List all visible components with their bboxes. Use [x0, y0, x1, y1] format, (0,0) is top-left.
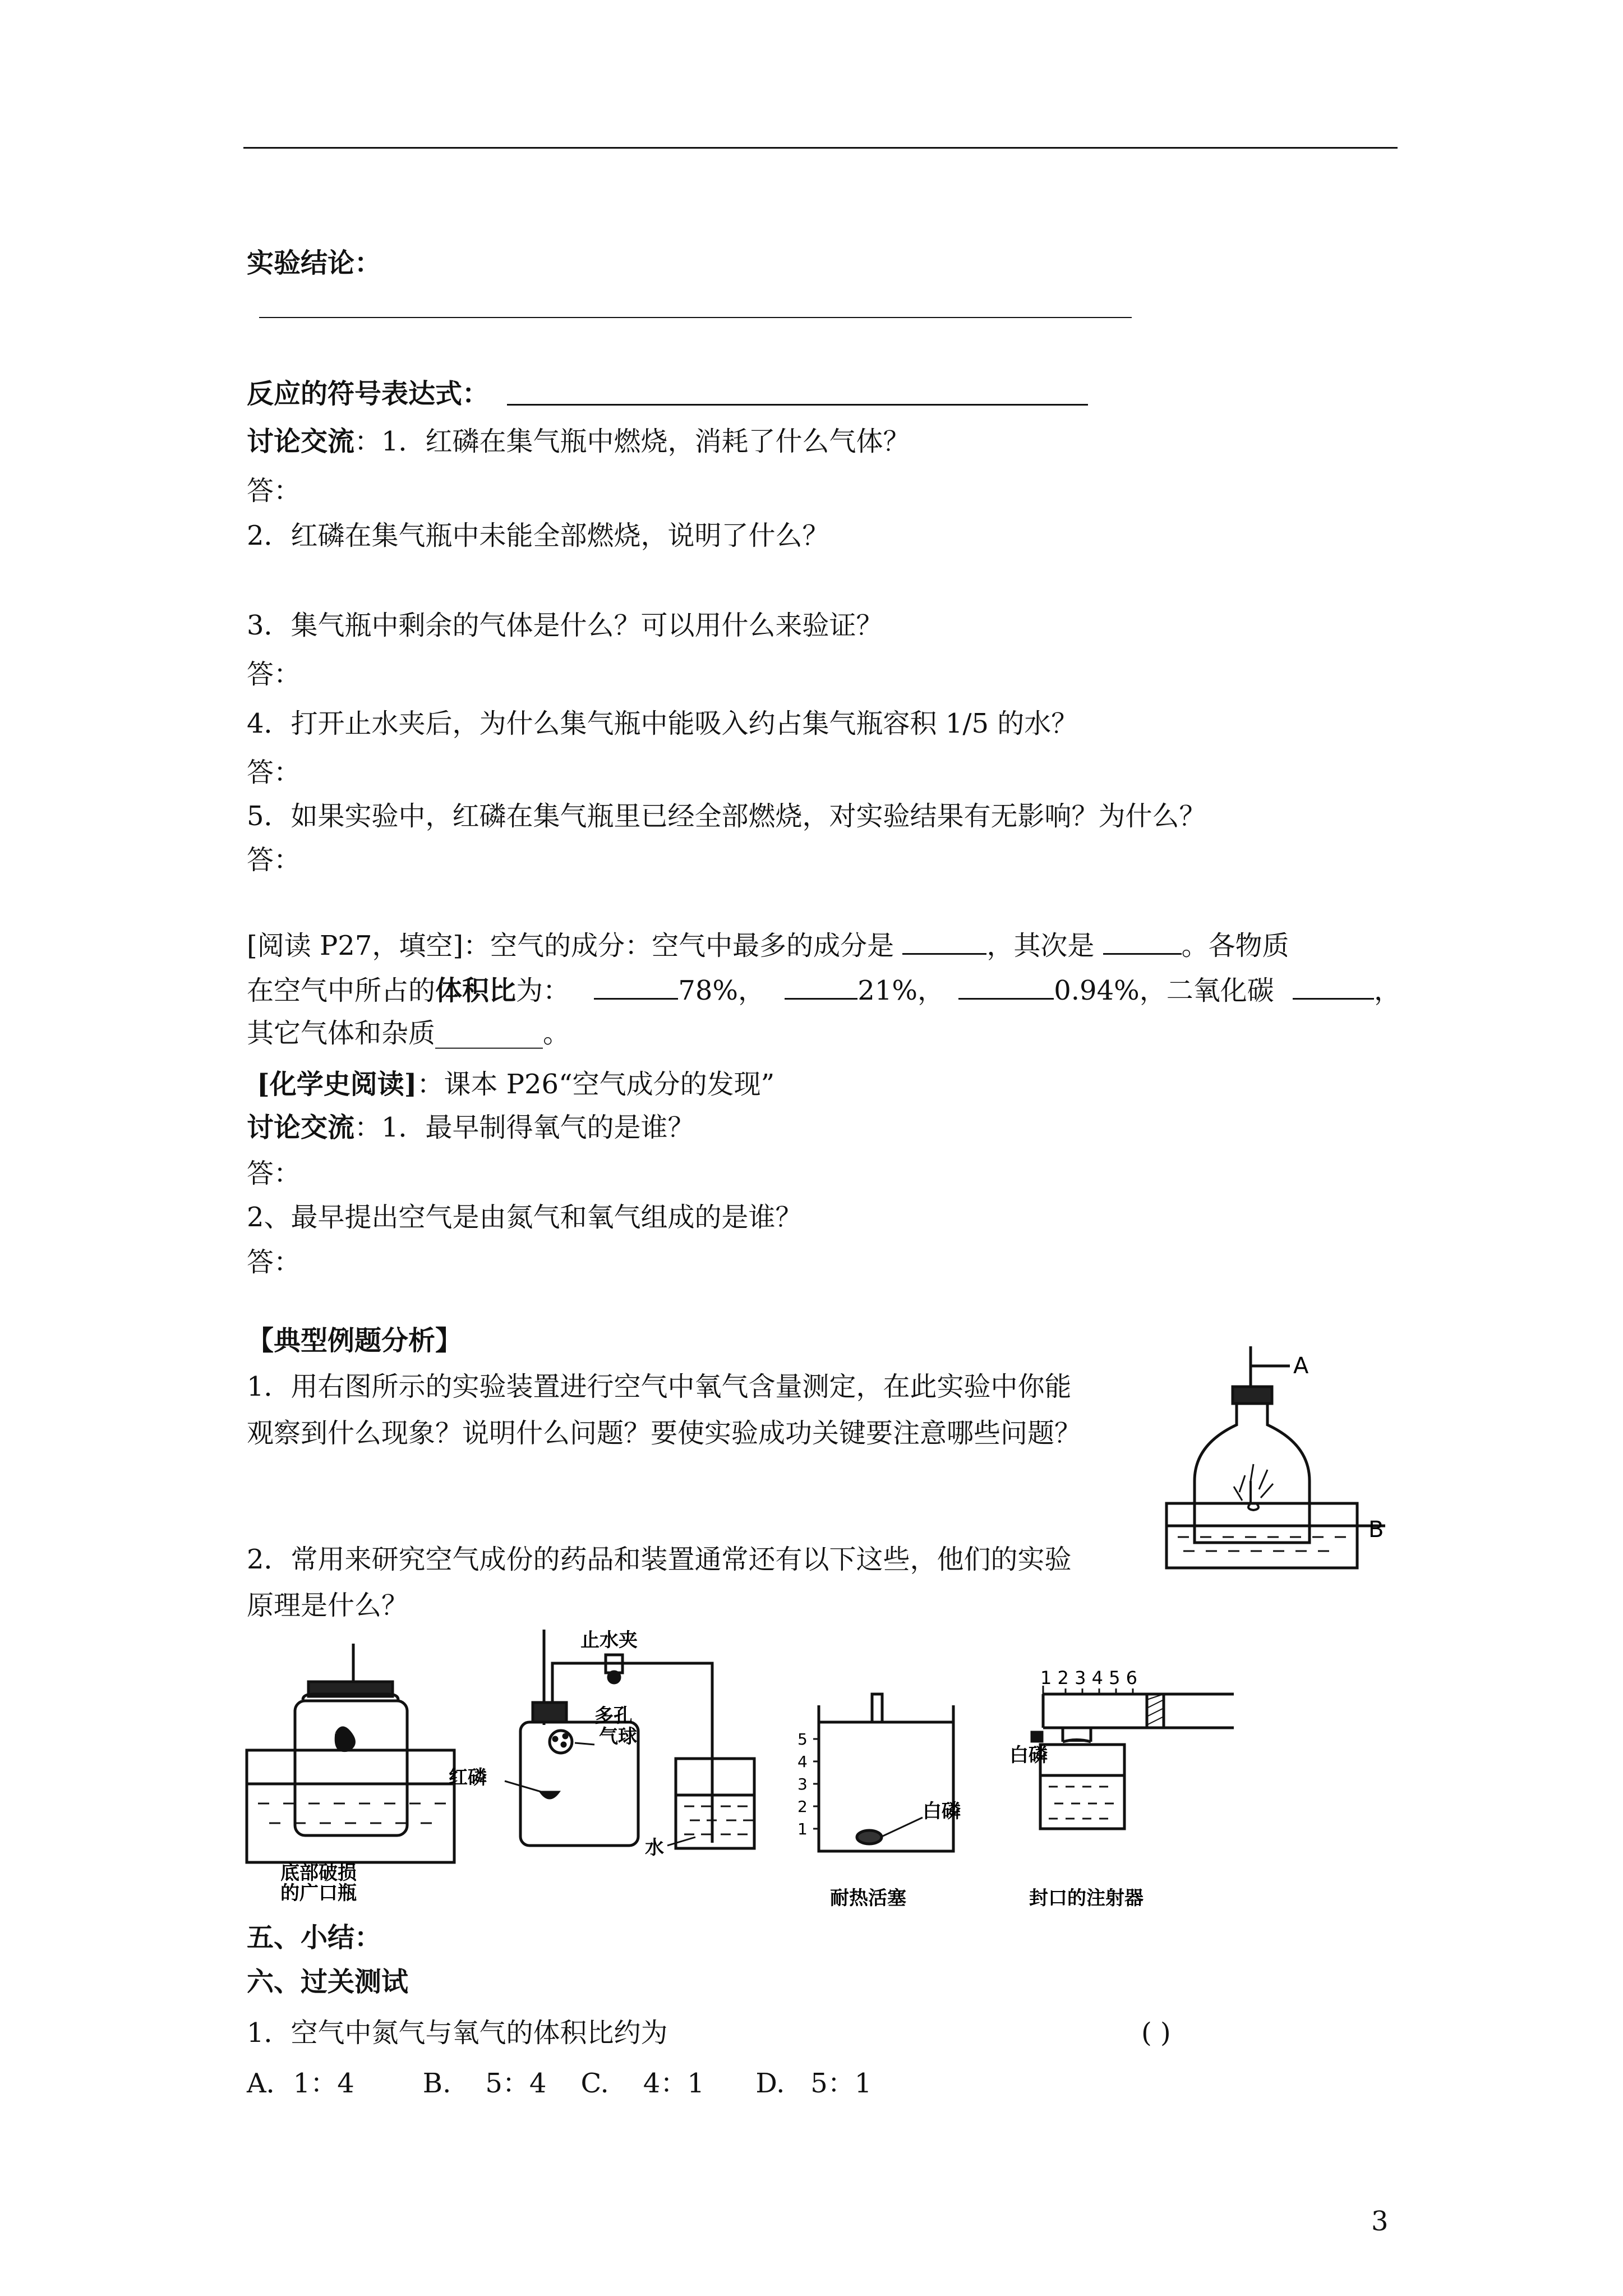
- fig2-balloon-label-2: 气球: [599, 1726, 637, 1748]
- fig1-caption-1: 底部破损: [280, 1862, 357, 1884]
- discussion1-a4: 答：: [247, 757, 301, 788]
- fig4-scale: 1 2 3 4 5 6: [1040, 1667, 1138, 1688]
- blank-21[interactable]: [785, 976, 857, 1000]
- apparatus-figure-3: [785, 1688, 987, 1913]
- examples-title: 【典型例题分析】: [247, 1325, 463, 1356]
- history-a2: 答：: [247, 1246, 301, 1278]
- summary-title: 五、小结：: [247, 1922, 382, 1953]
- fig2-balloon-label-1: 多孔: [594, 1705, 633, 1727]
- example1-line2: 观察到什么现象？说明什么问题？要使实验成功关键要注意哪些问题？: [247, 1418, 1082, 1449]
- example1-line1: 1．用右图所示的实验装置进行空气中氧气含量测定，在此实验中你能: [247, 1371, 1072, 1402]
- page-number: 3: [1371, 2206, 1389, 2237]
- fig3-tick-5: 5: [797, 1730, 808, 1749]
- example2-line1: 2．常用来研究空气成份的药品和装置通常还有以下这些，他们的实验: [247, 1544, 1072, 1575]
- blank-094[interactable]: [958, 976, 1054, 1000]
- blank-most-component[interactable]: [902, 931, 986, 955]
- discussion1-q2: 2．红磷在集气瓶中未能全部燃烧，说明了什么？: [247, 520, 829, 551]
- fig2-water-label: 水: [645, 1837, 664, 1859]
- fig2-phosphorus-label: 红磷: [449, 1766, 487, 1789]
- header-rule: [243, 147, 1398, 149]
- equation-label: 反应的符号表达式：: [247, 378, 490, 409]
- discussion1-a3: 答：: [247, 659, 301, 690]
- fig3-tick-4: 4: [797, 1752, 808, 1771]
- discussion1-a1: 答：: [247, 475, 301, 507]
- discussion1-q1: 讨论交流：1．红磷在集气瓶中燃烧，消耗了什么气体？: [247, 426, 910, 457]
- apparatus-figure-4: [1009, 1666, 1245, 1913]
- test-q1-answer-paren[interactable]: ( ): [1141, 2017, 1171, 2049]
- test-q1: 1．空气中氮气与氧气的体积比约为: [247, 2017, 668, 2049]
- test-title: 六、过关测试: [247, 1966, 409, 1998]
- equation-blank: [507, 404, 1088, 406]
- history-q1: 讨论交流：1．最早制得氧气的是谁？: [247, 1112, 695, 1143]
- discussion1-q3: 3．集气瓶中剩余的气体是什么？可以用什么来验证？: [247, 610, 883, 641]
- conclusion-label: 实验结论：: [247, 247, 382, 279]
- history-title: [化学史阅读]：课本 P26“空气成分的发现”: [257, 1069, 775, 1100]
- example2-line2: 原理是什么？: [247, 1590, 409, 1621]
- fig2-clamp-label: 止水夹: [580, 1629, 638, 1651]
- reading-line2: 在空气中所占的体积比为： 78%， 21%， 0.94%，二氧化碳 ，: [247, 975, 1401, 1006]
- apparatus-figure-1: [241, 1638, 460, 1902]
- history-a1: 答：: [247, 1158, 301, 1189]
- blank-co2[interactable]: [1293, 976, 1374, 1000]
- history-q2: 2、最早提出空气是由氮气和氧气组成的是谁？: [247, 1202, 803, 1233]
- fig3-tick-1: 1: [797, 1820, 808, 1838]
- fig4-white-phosphorus-label: 白磷: [1009, 1744, 1048, 1766]
- apparatus-figure-2: [443, 1624, 768, 1860]
- apparatus-figure-right: [1161, 1341, 1396, 1576]
- fig3-tick-3: 3: [797, 1775, 808, 1793]
- fig3-white-phosphorus-label: 白磷: [923, 1800, 961, 1823]
- conclusion-blank: [259, 317, 1132, 318]
- discussion1-q4: 4．打开止水夹后，为什么集气瓶中能吸入约占集气瓶容积 1/5 的水？: [247, 708, 1078, 739]
- label-b: B: [1368, 1517, 1384, 1543]
- fig4-caption: 封口的注射器: [1029, 1887, 1144, 1910]
- reading-line1: [阅读 P27，填空]：空气的成分：空气中最多的成分是 ，其次是 。各物质: [247, 930, 1289, 961]
- fig3-caption: 耐热活塞: [830, 1887, 906, 1910]
- discussion1-a5: 答：: [247, 844, 301, 876]
- blank-second-component[interactable]: [1103, 931, 1182, 955]
- fig1-caption-2: 的广口瓶: [280, 1882, 357, 1902]
- fig3-tick-2: 2: [797, 1797, 808, 1816]
- discussion1-q5: 5．如果实验中，红磷在集气瓶里已经全部燃烧，对实验结果有无影响？为什么？: [247, 800, 1206, 832]
- blank-78[interactable]: [594, 976, 678, 1000]
- test-q1-options: A．1：4 B. 5：4 C. 4：1 D. 5：1: [247, 2068, 872, 2099]
- reading-line3: 其它气体和杂质________。: [247, 1018, 570, 1049]
- label-a: A: [1293, 1353, 1309, 1379]
